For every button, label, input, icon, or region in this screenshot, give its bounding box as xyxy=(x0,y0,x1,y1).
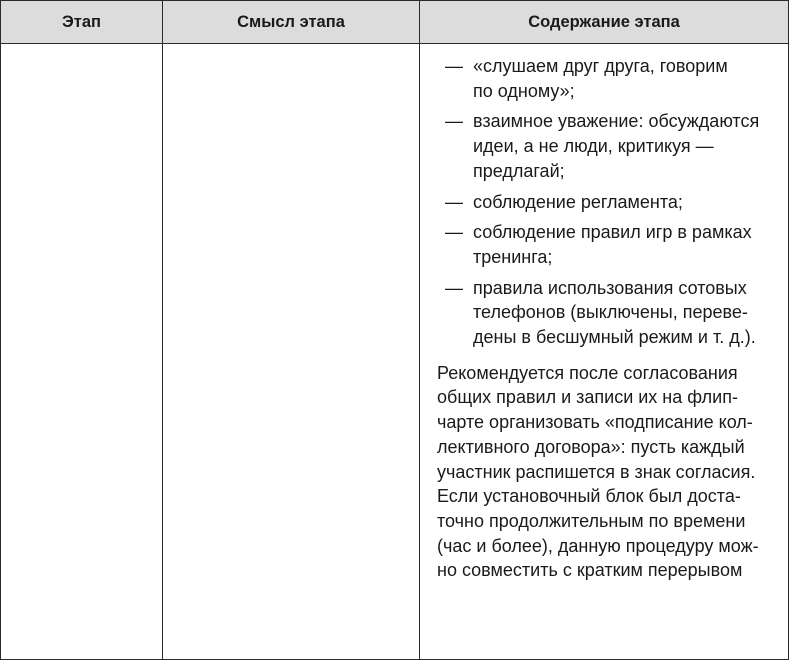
rule-line: идеи, а не люди, критикуя — xyxy=(473,136,714,157)
note-line: общих правил и записи их на флип- xyxy=(437,387,738,408)
note-line: Если установочный блок был доста- xyxy=(437,486,741,507)
rule-item xyxy=(437,276,788,350)
rule-line: соблюдение правил игр в рамках xyxy=(473,222,752,243)
rule-line: взаимное уважение: обсуждаются xyxy=(473,111,760,132)
content-cell xyxy=(420,44,789,660)
table-row xyxy=(1,44,789,660)
rule-item xyxy=(437,220,788,269)
rule-line: «слушаем друг друга, говорим xyxy=(473,56,728,76)
dash-marker: — xyxy=(445,222,463,243)
table-header-row xyxy=(1,1,789,44)
meaning-cell xyxy=(163,44,420,660)
dash-marker: — xyxy=(445,111,463,132)
note-line: но совместить с кратким перерывом xyxy=(437,560,743,581)
rule-item xyxy=(437,54,788,103)
rule-line: дены в бесшумный режим и т. д.). xyxy=(473,327,756,348)
dash-marker: — xyxy=(445,191,463,212)
note-line: Рекомендуется после согласования xyxy=(437,362,738,383)
note-line: лективного договора»: пусть каждый xyxy=(437,436,745,457)
header-stage: Этап xyxy=(1,1,163,44)
note-line: чарте организовать «подписание кол- xyxy=(437,412,753,433)
rule-item xyxy=(437,190,788,215)
recommendation-paragraph xyxy=(437,361,788,583)
dash-marker: — xyxy=(445,277,463,298)
rule-line: телефонов (выключены, переве- xyxy=(473,302,748,323)
note-line: участник распишется в знак согласия. xyxy=(437,461,756,482)
rule-line: тренинга; xyxy=(473,246,553,267)
rule-line: предлагай; xyxy=(473,160,565,181)
stage-cell xyxy=(1,44,163,660)
note-line: точно продолжительным по времени xyxy=(437,510,746,531)
rule-item xyxy=(437,109,788,183)
note-line: (час и более), данную процедуру мож- xyxy=(437,535,759,556)
rule-line: по одному»; xyxy=(473,80,575,101)
rule-line: соблюдение регламента; xyxy=(473,191,683,212)
header-meaning: Смысл этапа xyxy=(163,1,420,44)
rule-line: правила использования сотовых xyxy=(473,277,747,298)
rules-list xyxy=(437,54,788,350)
dash-marker: — xyxy=(445,56,463,76)
header-content: Содержание этапа xyxy=(420,1,789,44)
